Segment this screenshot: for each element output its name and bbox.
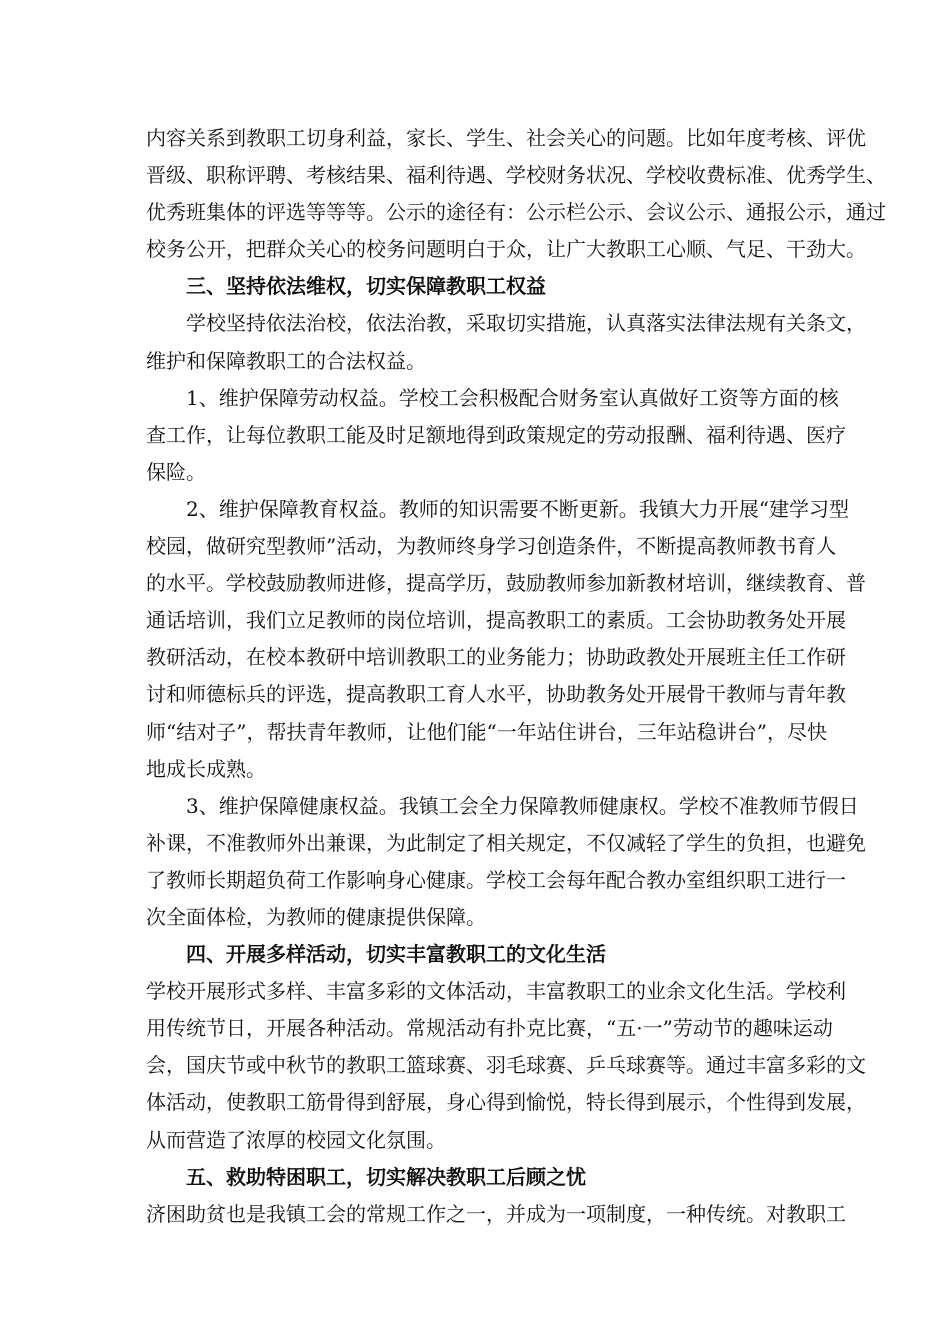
text-line — [146, 343, 809, 380]
line-text: 师 “ 结 对 子 ” ， 帮 扶 青 年 教 师 ， 让 他 们 能 “ 一 年 站 住 讲 台 ， 三 年 站 稳 讲 台 ” ， 尽 快 — [146, 719, 827, 744]
line-text: 内 容 关 系 到 教 职 工 切 身 利 益 ， 家 长 、 学 生 、 社 会 关 心 的 问 题 。 比 如 年 度 考 核 、 评 优 — [146, 126, 866, 150]
line-text: 学 校 坚 持 依 法 治 校 ， 依 法 治 教 ， 采 取 切 实 措 施 ， 认 真 落 实 法 律 法 规 有 关 条 文 ， — [186, 311, 866, 336]
line-text: 了 教 师 长 期 超 负 荷 工 作 影 响 身 心 健 康 。 学 校 工 会 每 年 配 合 教 办 室 组 织 职 工 进 行 一 — [146, 867, 846, 892]
line-text: 校 园 ， 做 研 究 型 教 师 ” 活 动 ， 为 教 师 终 身 学 习 创 造 条 件 ， 不 断 提 高 教 师 教 书 育 人 — [146, 534, 837, 559]
text-line — [146, 788, 859, 825]
line-text: 优 秀 班 集 体 的 评 选 等 等 等 。 公 示 的 途 径 有 ： 公 示 栏 公 示 、 会 议 公 示 、 通 报 公 示 ， 通 过 — [146, 200, 886, 225]
text-line — [146, 899, 809, 936]
line-text: 用 传 统 节 日 ， 开 展 各 种 活 动 。 常 规 活 动 有 扑 克 比 赛 ， “ 五 · 一 ” 劳 动 节 的 趣 味 运 动 — [146, 1016, 833, 1041]
line-text: 1 、 维 护 保 障 劳 动 权 益 。 学 校 工 会 积 极 配 合 财 务 室 认 真 做 好 工 资 等 方 面 的 核 — [186, 385, 839, 410]
text-line — [146, 862, 846, 899]
line-text: 晋 级 、 职 称 评 聘 、 考 核 结 果 、 福 利 待 遇 、 学 校 财 务 状 况 、 学 校 收 费 标 准 、 优 秀 学 生 、 — [146, 163, 886, 188]
text-line — [146, 1196, 846, 1233]
line-text: 3 、 维 护 保 障 健 康 权 益 。 我 镇 工 会 全 力 保 障 教 师 健 康 权 。 学 校 不 准 教 师 节 假 日 — [186, 793, 859, 818]
line-text: 保险。 — [146, 459, 206, 484]
text-line — [146, 751, 809, 788]
text-line — [146, 1047, 866, 1084]
text-line — [146, 380, 839, 417]
text-line — [146, 194, 886, 231]
text-line — [146, 565, 866, 602]
text-line — [146, 528, 837, 565]
line-text: 2 、 维 护 保 障 教 育 权 益 。 教 师 的 知 识 需 要 不 断 更 新 。 我 镇 大 力 开 展 “ 建 学 习 型 — [186, 496, 849, 521]
line-text: 地成长成熟。 — [146, 756, 266, 781]
text-line — [146, 825, 866, 862]
line-text: 次全面体检，为教师的健康提供保障。 — [146, 904, 486, 929]
line-text: 体 活 动 ， 使 教 职 工 筋 骨 得 到 舒 展 ， 身 心 得 到 愉 悦 ， 特 长 得 到 展 示 ， 个 性 得 到 发 展 ， — [146, 1090, 866, 1115]
text-line — [146, 231, 866, 268]
line-text: 学 校 开 展 形 式 多 样 、 丰 富 多 彩 的 文 体 活 动 ， 丰 富 教 职 工 的 业 余 文 化 生 活 。 学 校 利 — [146, 979, 846, 1004]
text-line — [146, 305, 866, 342]
text-line — [146, 714, 827, 751]
document-page — [146, 120, 886, 1233]
line-text: 会 ， 国 庆 节 或 中 秋 节 的 教 职 工 篮 球 赛 、 羽 毛 球 赛 、 乒 乓 球 赛 等 。 通 过 丰 富 多 彩 的 文 — [146, 1053, 866, 1078]
section-heading — [146, 268, 809, 305]
line-text: 维护和保障教职工的合法权益。 — [146, 348, 426, 373]
section-heading — [146, 936, 809, 973]
line-text: 通 话 培 训 ， 我 们 立 足 教 师 的 岗 位 培 训 ， 提 高 教 职 工 的 素 质 。 工 会 协 助 教 务 处 开 展 — [146, 608, 846, 633]
line-text: 校务公开，把群众关心的校务问题明白于众，让广大教职工心顺、气足、干劲大。 — [146, 237, 866, 262]
text-line — [146, 602, 846, 639]
text-line — [146, 157, 886, 194]
line-text: 补 课 ， 不 准 教 师 外 出 兼 课 ， 为 此 制 定 了 相 关 规 定 ， 不 仅 减 轻 了 学 生 的 负 担 ， 也 避 免 — [146, 830, 866, 855]
line-text: 教 研 活 动 ， 在 校 本 教 研 中 培 训 教 职 工 的 业 务 能 力 ； 协 助 政 教 处 开 展 班 主 任 工 作 研 — [146, 645, 846, 670]
text-line — [146, 676, 846, 713]
text-line — [146, 973, 846, 1010]
heading-text: 五、救助特困职工，切实解决教职工后顾之忧 — [186, 1164, 586, 1189]
line-text: 讨 和 师 德 标 兵 的 评 选 ， 提 高 教 职 工 育 人 水 平 ， 协 助 教 务 处 开 展 骨 干 教 师 与 青 年 教 — [146, 682, 846, 707]
heading-text: 四、开展多样活动，切实丰富教职工的文化生活 — [186, 942, 606, 967]
text-line — [146, 1010, 833, 1047]
text-line — [146, 120, 866, 157]
text-line — [146, 1122, 809, 1159]
text-line — [146, 454, 809, 491]
text-line — [146, 491, 849, 528]
section-heading — [146, 1159, 809, 1196]
heading-text: 三、坚持依法维权，切实保障教职工权益 — [186, 274, 546, 299]
line-text: 济 困 助 贫 也 是 我 镇 工 会 的 常 规 工 作 之 一 ， 并 成 为 一 项 制 度 ， 一 种 传 统 。 对 教 职 工 — [146, 1201, 846, 1226]
line-text: 查 工 作 ， 让 每 位 教 职 工 能 及 时 足 额 地 得 到 政 策 规 定 的 劳 动 报 酬 、 福 利 待 遇 、 医 疗 — [146, 422, 846, 447]
text-line — [146, 1084, 866, 1121]
text-line — [146, 417, 846, 454]
line-text: 的 水 平 。 学 校 鼓 励 教 师 进 修 ， 提 高 学 历 ， 鼓 励 教 师 参 加 新 教 材 培 训 ， 继 续 教 育 、 普 — [146, 571, 866, 596]
line-text: 从而营造了浓厚的校园文化氛围。 — [146, 1127, 446, 1152]
text-line — [146, 639, 846, 676]
